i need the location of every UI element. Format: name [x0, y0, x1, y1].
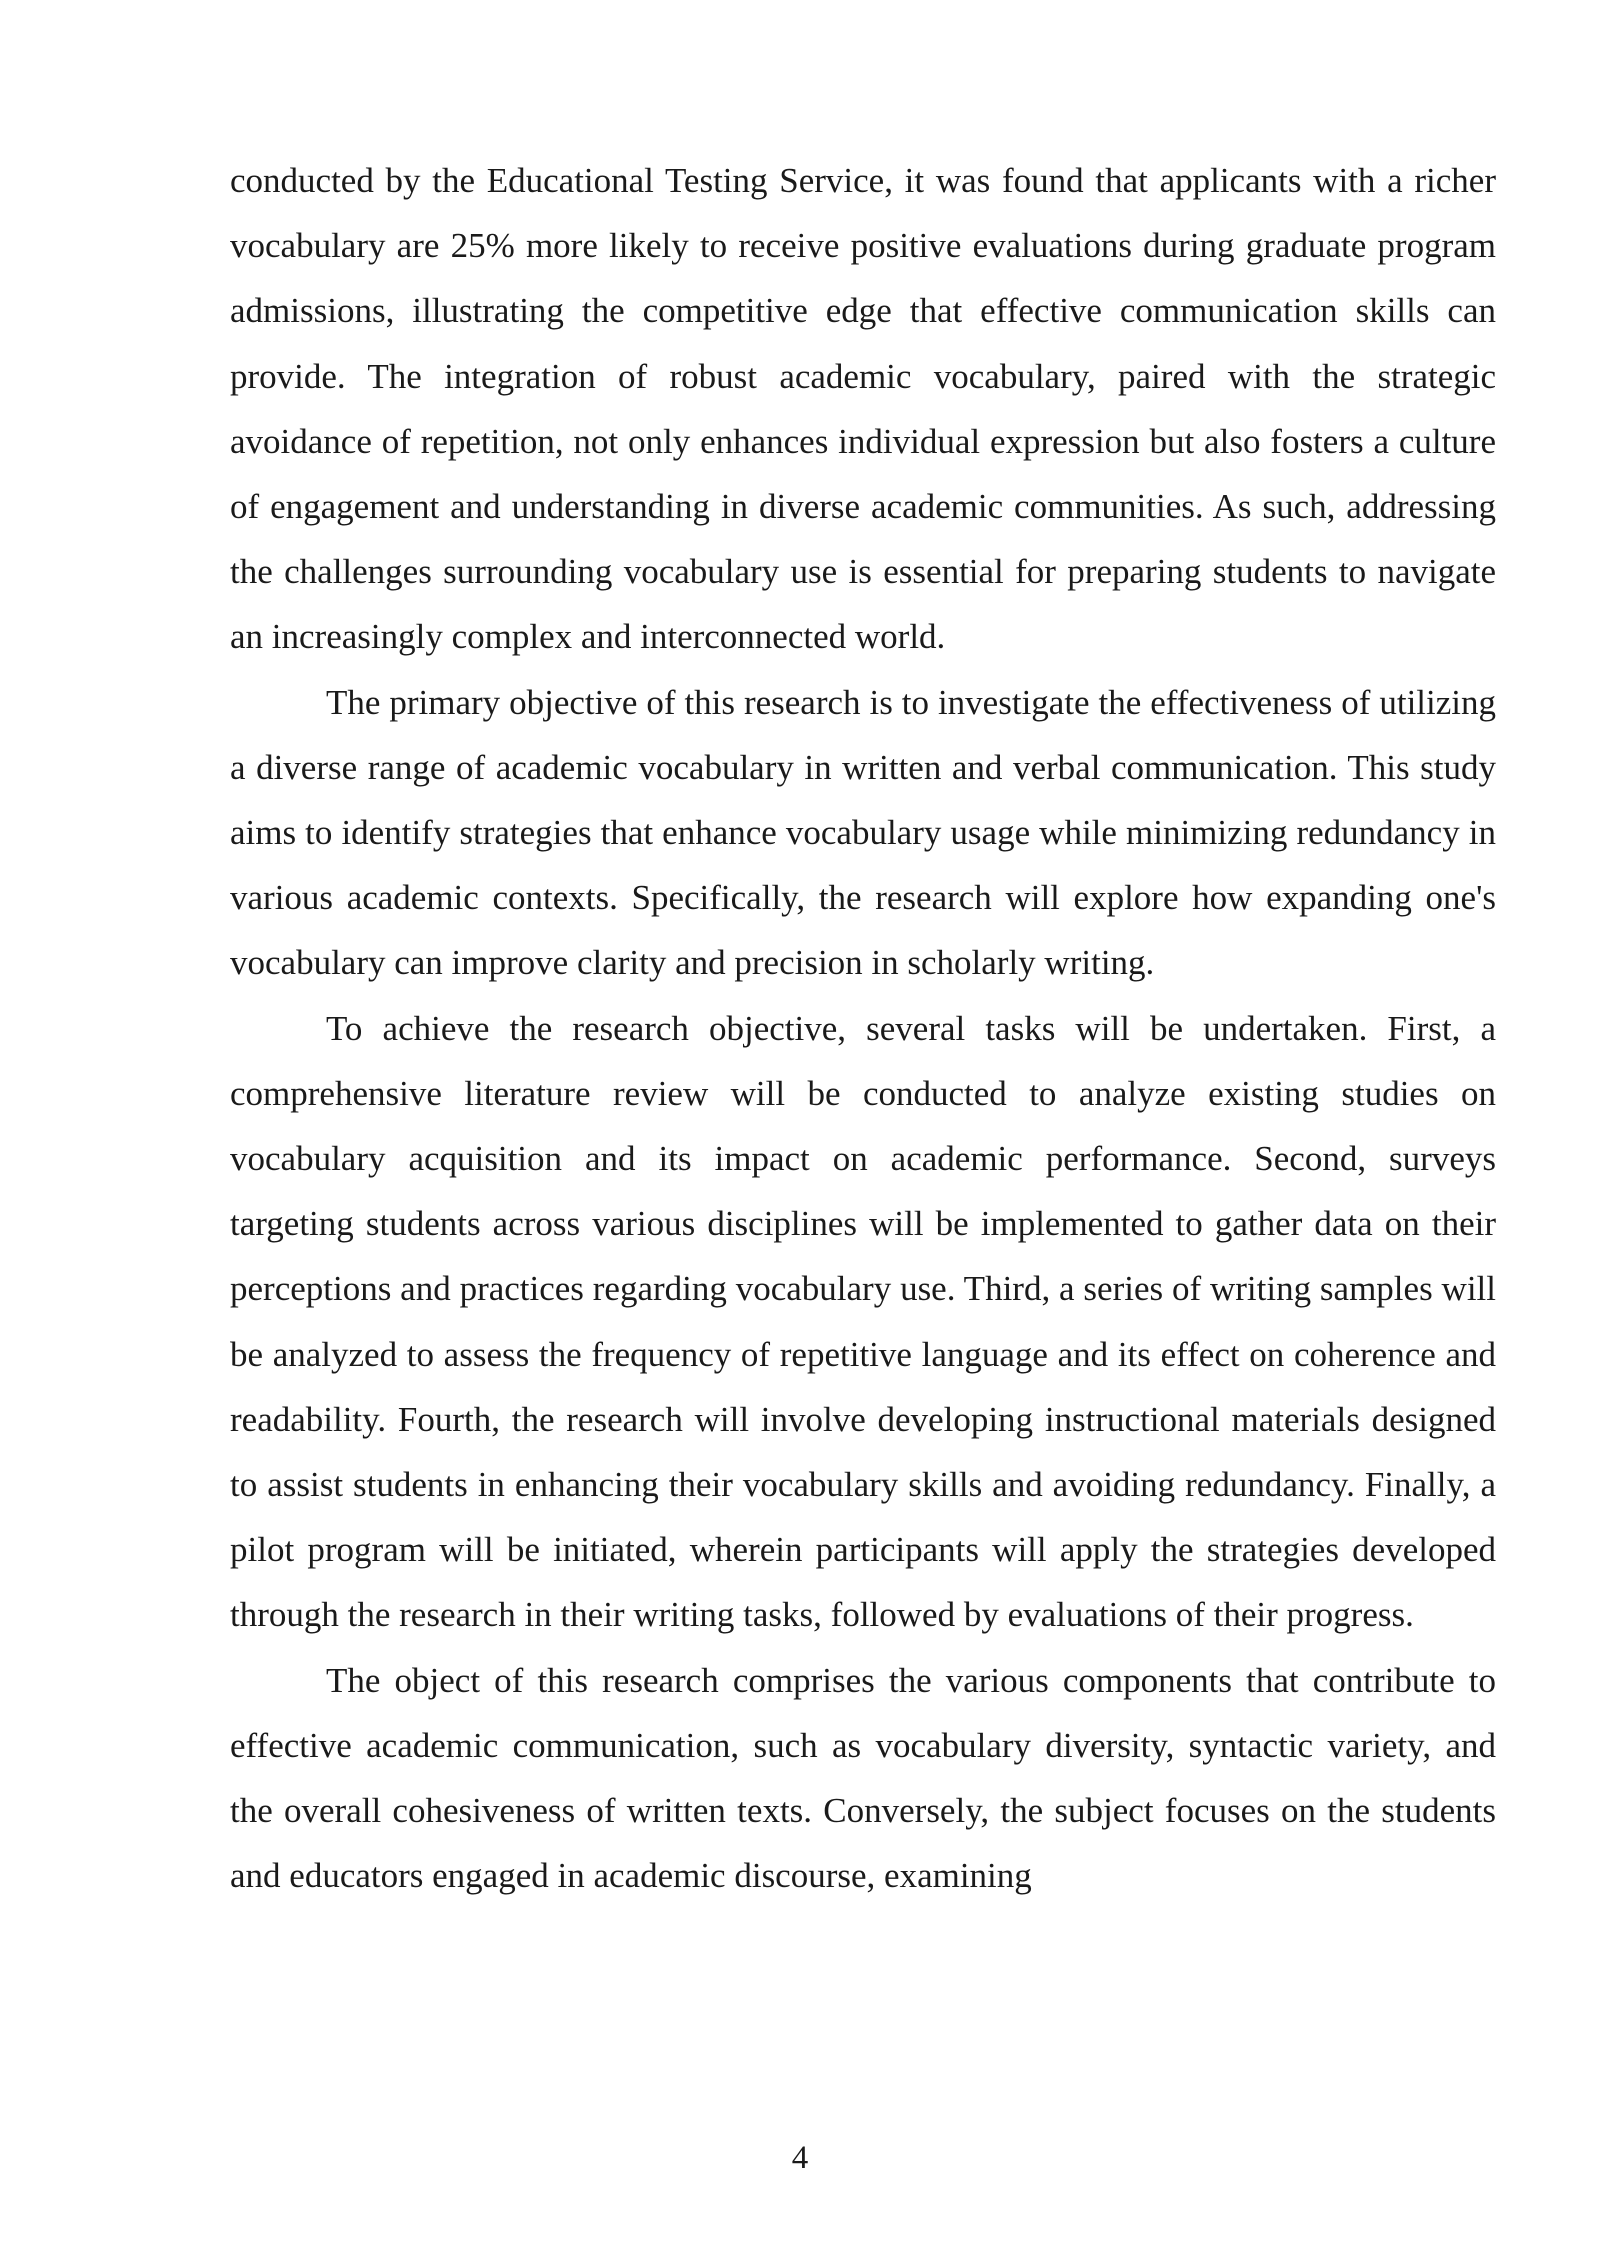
paragraph-objective: The primary objective of this research is to investigate the effectiveness of utilizing a diverse range of academic vocabulary in written and verbal communication. This study aims to identify strategies that enhance vocabulary usage while minimizing redundancy in various academic contexts. Specifically, the research will explore how expanding one's vocabulary can improve clarity and precision in scholarly writing.: [230, 682, 1496, 983]
page-number: 4: [791, 2140, 809, 2176]
paragraph-object-subject: The object of this research comprises the various components that contribute to effective academic communication, such as vocabulary diversity, syntactic variety, and the overall cohesiveness of written texts. Conversely, the subject focuses on the students and educators engaged in academic discourse, examining: [230, 1660, 1496, 1896]
paragraph-tasks: To achieve the research objective, several tasks will be undertaken. First, a comprehensive literature review will be conducted to analyze existing studies on vocabulary acquisition and its impact on academic performance. Second, surveys targeting students across various disciplines will be implemented to gather data on their perceptions and practices regarding vocabulary use. Third, a series of writing samples will be analyzed to assess the frequency of repetitive language and its effect on coherence and readability. Fourth, the research will involve developing instructional materials designed to assist students in enhancing their vocabulary skills and avoiding redundancy. Finally, a pilot program will be initiated, wherein participants will apply the strategies developed through the research in their writing tasks, followed by evaluations of their progress.: [230, 1008, 1496, 1635]
paragraph-continuation: conducted by the Educational Testing Service, it was found that applicants with a richer vocabulary are 25% more likely to receive positive evaluations during graduate program admissions, illustrating the competitive edge that effective communication skills can provide. The integration of robust academic vocabulary, paired with the strategic avoidance of repetition, not only enhances individual expression but also fosters a culture of engagement and understanding in diverse academic communities. As such, addressing the challenges surrounding vocabulary use is essential for preparing students to navigate an increasingly complex and interconnected world.: [230, 161, 1496, 657]
body-text: [230, 148, 1496, 1908]
